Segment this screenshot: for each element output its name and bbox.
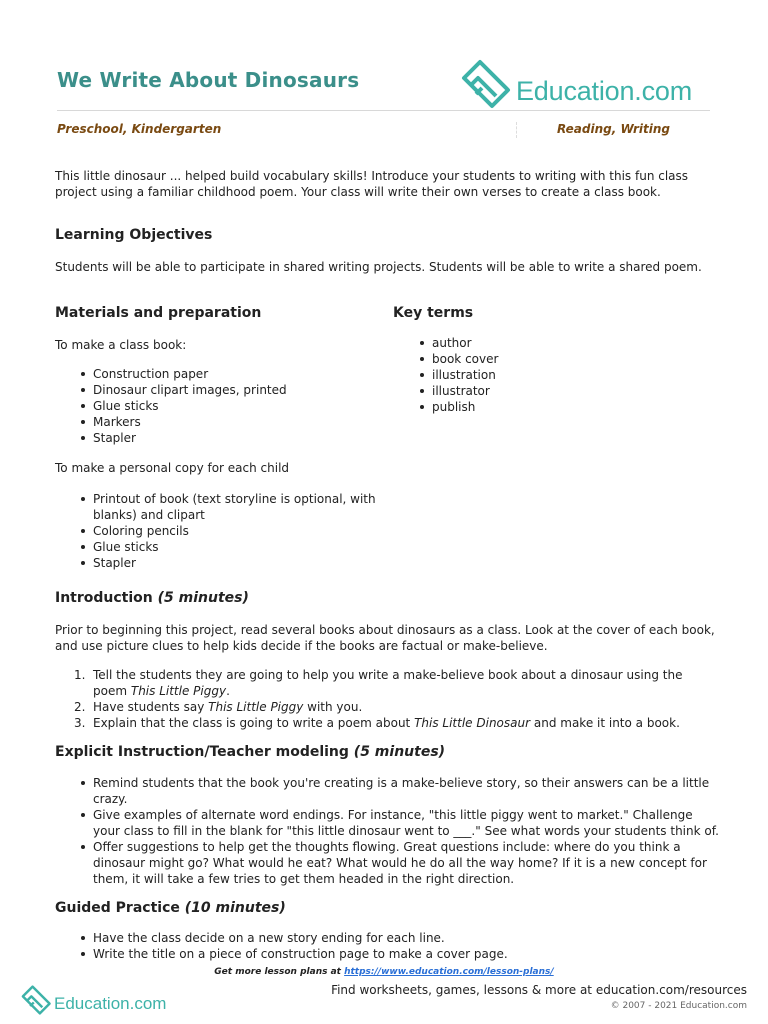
- introduction-text: Prior to beginning this project, read several books about dinosaurs as a class. Look at the cover of each book, and use picture clues to help kids decide if the books are factual or make-believe.: [55, 623, 715, 653]
- list-item: author: [393, 335, 643, 351]
- key-terms-list: [393, 335, 643, 415]
- logo-text: Education.com: [516, 76, 692, 106]
- introduction-heading: [55, 590, 249, 606]
- list-item: Offer suggestions to help get the thoughts flowing. Great questions include: where do you think a dinosaur might go? What would he eat? What would he do all the way home? If it is a new concept for them, it will take a few tries to get them headed in the right direction.: [55, 839, 720, 887]
- list-item: Give examples of alternate word endings. For instance, "this little piggy went to market." Challenge your class to fill in the blank for "this little dinosaur went to ___." See what words your students think of.: [55, 807, 720, 839]
- class-book-list: [55, 366, 385, 446]
- step-text: with you.: [303, 700, 363, 714]
- guided-practice-heading: [55, 900, 286, 916]
- list-item: Stapler: [55, 430, 385, 446]
- footer-logo[interactable]: [18, 983, 168, 1017]
- step-number: 3.: [74, 716, 86, 730]
- materials-heading: Materials and preparation: [55, 305, 262, 321]
- explicit-instruction-list: [55, 775, 720, 887]
- step-text: Explain that the class is going to write a poem about: [93, 716, 415, 730]
- footer-more-plans: [0, 967, 768, 977]
- introduction-steps: [55, 667, 720, 731]
- list-item: Have the class decide on a new story ending for each line.: [55, 930, 720, 946]
- list-item: Printout of book (text storyline is optional, with blanks) and clipart: [55, 491, 385, 523]
- subjects: Reading, Writing: [557, 122, 670, 136]
- list-item: book cover: [393, 351, 643, 367]
- list-item: [55, 715, 720, 731]
- list-item: Write the title on a piece of construction page to make a cover page.: [55, 946, 720, 962]
- step-text: and make it into a book.: [530, 716, 680, 730]
- step-number: 2.: [74, 700, 86, 714]
- copyright: © 2007 - 2021 Education.com: [610, 1001, 747, 1011]
- meta-separator: [516, 122, 518, 138]
- personal-copy-label: To make a personal copy for each child: [55, 461, 290, 475]
- lesson-plans-link[interactable]: https://www.education.com/lesson-plans/: [344, 967, 554, 977]
- education-logo[interactable]: [456, 56, 716, 112]
- list-item: Glue sticks: [55, 398, 385, 414]
- footer-tagline: Find worksheets, games, lessons & more at education.com/resources: [331, 983, 747, 997]
- step-italic: This Little Piggy: [208, 700, 304, 714]
- education-logo-icon: [18, 983, 52, 1017]
- class-book-label: To make a class book:: [55, 338, 187, 352]
- section-duration: (5 minutes): [353, 744, 446, 760]
- page-title: We Write About Dinosaurs: [57, 68, 360, 92]
- footer-logo-text: Education.com: [54, 994, 167, 1013]
- list-item: illustration: [393, 367, 643, 383]
- learning-objectives-heading: Learning Objectives: [55, 227, 213, 243]
- list-item: Construction paper: [55, 366, 385, 382]
- step-text: .: [226, 684, 230, 698]
- explicit-instruction-heading: [55, 744, 445, 760]
- key-terms-heading: Key terms: [393, 305, 474, 321]
- list-item: Stapler: [55, 555, 385, 571]
- list-item: publish: [393, 399, 643, 415]
- step-italic: This Little Piggy: [130, 684, 227, 698]
- step-text: Have students say: [93, 700, 209, 714]
- step-number: 1.: [74, 668, 86, 682]
- list-item: Dinosaur clipart images, printed: [55, 382, 385, 398]
- section-duration: (5 minutes): [157, 590, 249, 606]
- footer-more-plans-text: Get more lesson plans at: [214, 967, 345, 977]
- intro-paragraph: This little dinosaur ... helped build vocabulary skills! Introduce your students to writing with this fun class project using a familiar childhood poem. Your class will write their own verses to create a class book.: [55, 169, 689, 199]
- list-item: Remind students that the book you're creating is a make-believe story, so their answers can be a little crazy.: [55, 775, 720, 807]
- education-logo-icon: [456, 56, 512, 112]
- header-divider: [57, 110, 710, 111]
- section-title: Guided Practice: [55, 900, 180, 916]
- list-item: Coloring pencils: [55, 523, 385, 539]
- list-item: illustrator: [393, 383, 643, 399]
- grade-levels: Preschool, Kindergarten: [57, 122, 222, 136]
- step-italic: This Little Dinosaur: [414, 716, 531, 730]
- list-item: Markers: [55, 414, 385, 430]
- section-title: Explicit Instruction/Teacher modeling: [55, 744, 349, 760]
- step-text: Tell the students they are going to help you write a make-believe book about a dinosaur using the poem: [93, 668, 683, 698]
- section-title: Introduction: [55, 590, 153, 606]
- list-item: [55, 667, 720, 699]
- list-item: Glue sticks: [55, 539, 385, 555]
- personal-copy-list: [55, 491, 385, 571]
- section-duration: (10 minutes): [184, 900, 286, 916]
- guided-practice-list: [55, 930, 720, 962]
- list-item: [55, 699, 720, 715]
- learning-objectives-text: Students will be able to participate in shared writing projects. Students will be able to write a shared poem.: [55, 260, 702, 274]
